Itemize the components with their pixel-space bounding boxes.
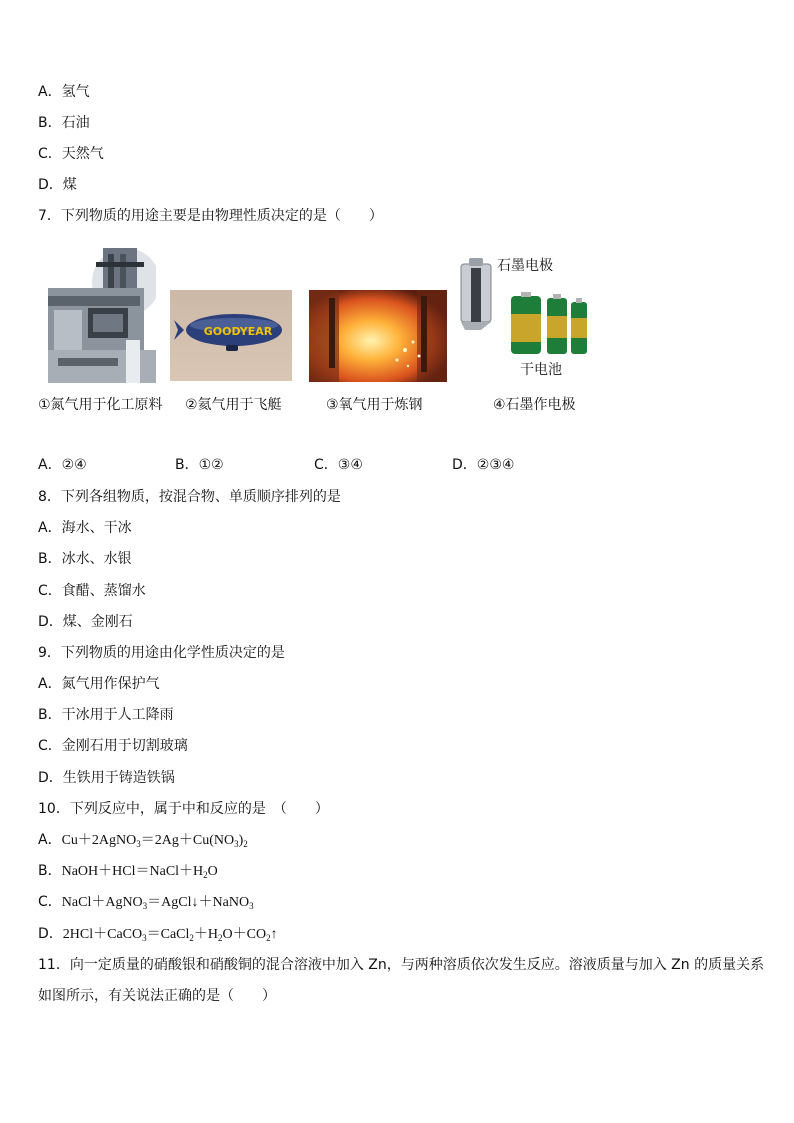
q9-option-b: B．干冰用于人工降雨 bbox=[38, 707, 174, 723]
graphite-electrode-label: 石墨电极 bbox=[497, 258, 553, 274]
q8-option-a: A．海水、干冰 bbox=[38, 520, 132, 536]
steelmaking-image bbox=[309, 290, 447, 382]
q10-option-b-equation: $NaOH+HCl=NaCl+H_2O$ bbox=[61, 864, 218, 880]
q7-option-c: C．③④ bbox=[314, 457, 363, 473]
q11-stem: 11．向一定质量的硝酸银和硝酸铜的混合溶液中加入 Zn，与两种溶质依次发生反应。溶液质量与加入 Zn 的质量关系如图所示，有关说法正确的是（ ） bbox=[38, 957, 765, 1004]
q10-option-d-label: D． bbox=[38, 926, 63, 942]
q9-stem: 9．下列物质的用途由化学性质决定的是 bbox=[38, 645, 285, 661]
q9-option-a: A．氮气用作保护气 bbox=[38, 676, 160, 692]
q7-stem: 7．下列物质的用途主要是由物理性质决定的是（ ） bbox=[38, 208, 383, 224]
caption-4: ④石墨作电极 bbox=[493, 397, 576, 413]
q10-option-b-label: B． bbox=[38, 863, 62, 879]
q7-option-d: D．②③④ bbox=[452, 457, 515, 473]
q6-option-b: B．石油 bbox=[38, 115, 90, 131]
dry-battery-label: 干电池 bbox=[520, 362, 562, 378]
blimp-image bbox=[170, 290, 292, 381]
chemical-plant-image bbox=[48, 240, 156, 383]
q10-option-b bbox=[38, 862, 218, 884]
caption-2: ②氦气用于飞艇 bbox=[185, 397, 282, 413]
caption-3: ③氧气用于炼钢 bbox=[326, 397, 423, 413]
q10-option-c-equation: NaCl＋AgNO$_3$＝AgCl↓＋NaNO$_3$ bbox=[61, 895, 254, 911]
q10-option-a bbox=[38, 831, 248, 853]
caption-1: ①氮气用于化工原料 bbox=[38, 397, 163, 413]
q8-stem: 8．下列各组物质，按混合物、单质顺序排列的是 bbox=[38, 489, 341, 505]
q8-option-d: D．煤、金刚石 bbox=[38, 614, 133, 630]
q10-option-a-equation: $Cu+2AgNO_3=2Ag+Cu(NO_3)_2$ bbox=[61, 833, 248, 849]
q10-option-a-label: A． bbox=[38, 832, 62, 848]
q6-option-c: C．天然气 bbox=[38, 146, 104, 162]
q10-stem: 10．下列反应中，属于中和反应的是 （ ） bbox=[38, 801, 329, 817]
q10-option-d-equation: $2HCl+CaCO_3=CaCl_2+H_2O+CO_2↑$ bbox=[62, 927, 278, 943]
blimp-logo-text: GOODYEAR bbox=[203, 325, 273, 338]
q6-option-a: A．氢气 bbox=[38, 84, 90, 100]
q7-option-a: A．②④ bbox=[38, 457, 87, 473]
q10-option-c bbox=[38, 893, 254, 915]
q9-option-d: D．生铁用于铸造铁锅 bbox=[38, 770, 175, 786]
q10-option-c-label: C． bbox=[38, 894, 62, 910]
q9-option-c: C．金刚石用于切割玻璃 bbox=[38, 738, 188, 754]
q6-option-d: D．煤 bbox=[38, 177, 77, 193]
q8-option-b: B．冰水、水银 bbox=[38, 551, 132, 567]
q10-option-d bbox=[38, 925, 278, 947]
q7-option-b: B．①② bbox=[175, 457, 224, 473]
q8-option-c: C．食醋、蒸馏水 bbox=[38, 583, 146, 599]
